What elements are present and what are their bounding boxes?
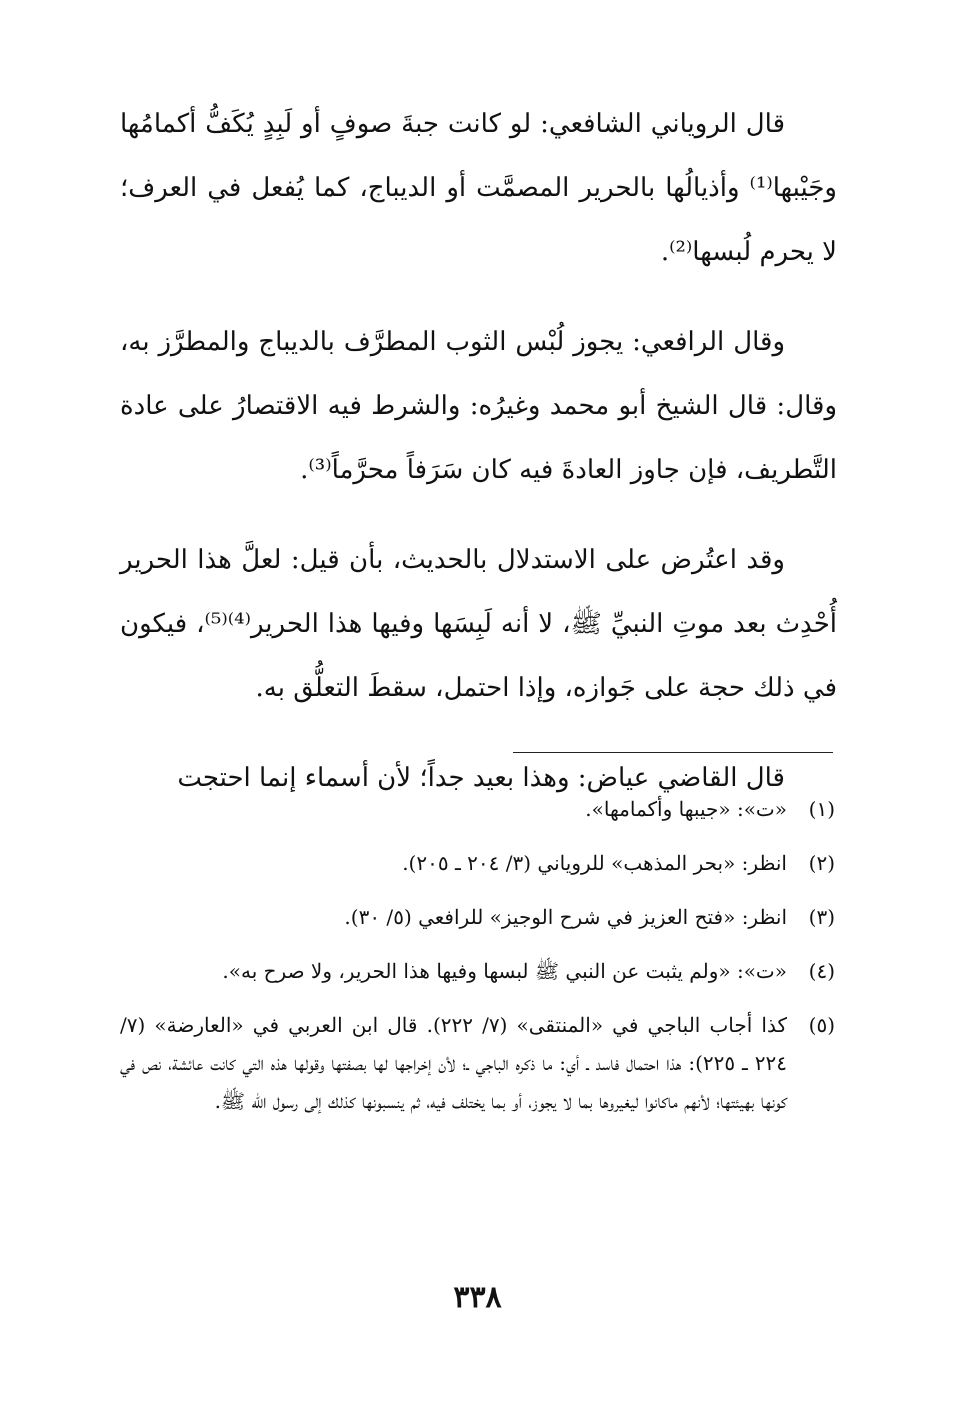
main-text (120, 92, 837, 810)
paragraph-rouyani: قال الروياني الشافعي: لو كانت جبةَ صوفٍ أو لَبِدٍ يُكَفُّ أكمامُها وجَيْبها⁽¹⁾ وأذيالُها بالحرير المصمَّت أو الديباج، كما يُفعل في العرف؛ لا يحرم لُبسها⁽²⁾. (120, 109, 837, 267)
footnote-item (120, 1006, 835, 1120)
paragraph-rafii: وقال الرافعي: يجوز لُبْس الثوب المطرَّف بالديباج والمطرَّز به، وقال: قال الشيخ أبو محمد وغيرُه: والشرط فيه الاقتصارُ على عادة التَّطريف، فإن جاوز العادةَ فيه كان سَرَفاً محرَّماً⁽³⁾. (120, 327, 837, 485)
footnote-number: (٤) (808, 959, 835, 983)
footnote-number: (٣) (808, 905, 835, 929)
footnote-text: انظر: «بحر المذهب» للروياني (٣/ ٢٠٤ ـ ٢٠٥). (402, 851, 787, 875)
footnote-item (120, 898, 835, 936)
footnote-item (120, 844, 835, 882)
footnote-item (120, 790, 835, 828)
footnote-text: «ت»: «جيبها وأكمامها». (585, 797, 787, 821)
page-number: ٣٣٨ (453, 1280, 502, 1315)
footnote-separator (513, 752, 833, 753)
footnotes (120, 790, 835, 1120)
footnote-number: (٢) (808, 851, 835, 875)
footnote-item (120, 952, 835, 990)
paragraph-objection: وقد اعتُرض على الاستدلال بالحديث، بأن قيل: لعلَّ هذا الحرير أُحْدِث بعد موتِ النبيِّ ﷺ، لا أنه لَبِسَها وفيها هذا الحرير⁽⁴⁾⁽⁵⁾، فيكون في ذلك حجة على جَوازه، وإذا احتمل، سقطَ التعلُّق به. (120, 545, 838, 703)
footnote-number: (٥) (808, 1013, 835, 1037)
paragraph-qadi-iyad: قال القاضي عياض: وهذا بعيد جداً؛ لأن أسماء إنما احتجت (177, 763, 785, 793)
footnote-text: انظر: «فتح العزيز في شرح الوجيز» للرافعي (٥/ ٣٠). (344, 905, 787, 929)
footnote-text: «ت»: «ولم يثبت عن النبي ﷺ لبسها وفيها هذا الحرير، ولا صرح به». (222, 959, 787, 983)
footnote-number: (١) (808, 797, 835, 821)
footnote-text: كذا أجاب الباجي في «المنتقى» (٧/ ٢٢٢). قال ابن العربي في «العارضة» (٧/ ٢٢٤ ـ ٢٢٥): هذا احتمال فاسد ـ أي: ما ذكره الباجي ـ؛ لأن إخراجها لها بصفتها وقولها هذه التي كانت عائشة، نص في كونها بهيئتها؛ لأنهم ماكانوا ليغيروها بما لا يجوز، أو بما يختلف فيه، ثم ينسبونها كذلك إلى رسول الله ﷺ. (120, 1013, 787, 1113)
